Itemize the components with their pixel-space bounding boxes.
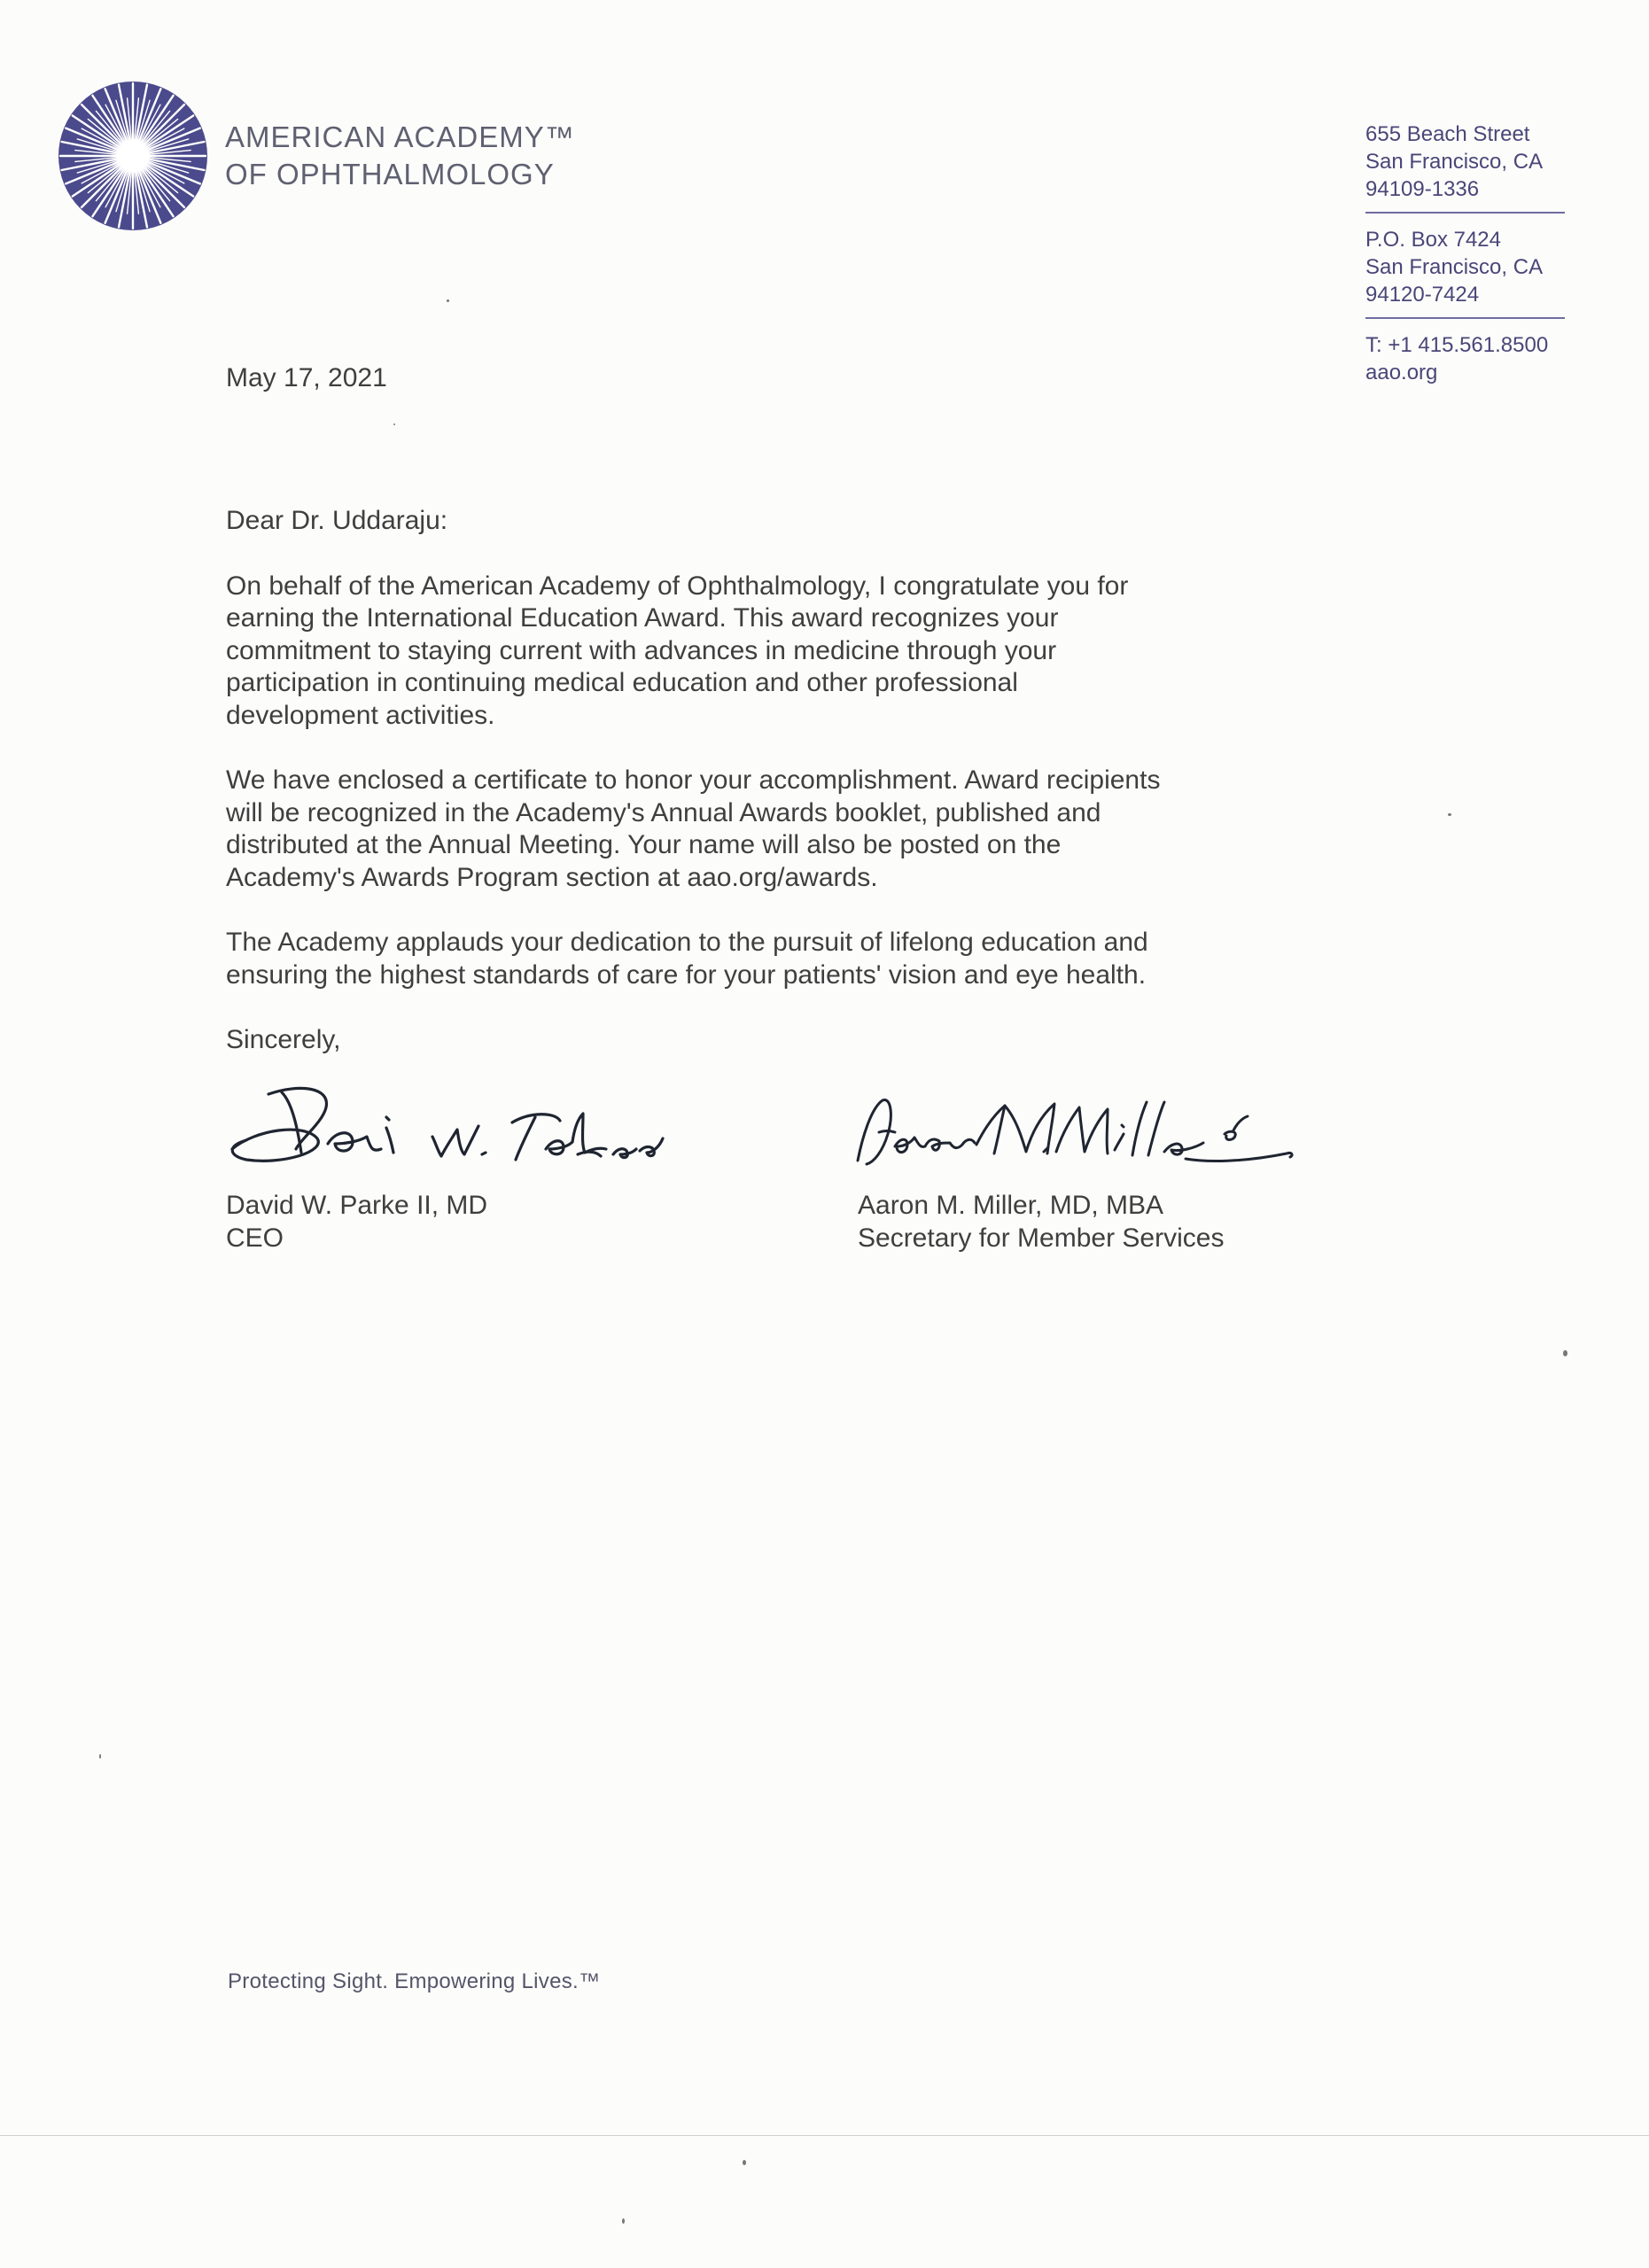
text-line: participation in continuing medical education and other professional [226,668,1018,697]
text-line: earning the International Education Award. This award recognizes your [226,603,1059,633]
address-line: San Francisco, CA [1365,150,1544,174]
text-line: commitment to staying current with advances in medicine through your [226,635,1057,665]
text-line: ensuring the highest standards of care for your patients' vision and eye health. [226,959,1147,990]
signer-name: David W. Parke II, MD [226,1191,488,1220]
po-box-address [1365,212,1565,317]
text-line: development activities. [226,700,495,730]
scan-speck [99,1754,101,1759]
scan-speck [1448,813,1451,816]
scan-speck [1563,1350,1567,1356]
footer-tagline: Protecting Sight. Empowering Lives.™ [228,1969,601,1993]
signer-block [858,1189,1224,1254]
body-paragraph [226,765,1378,894]
body-paragraph [226,571,1378,733]
letter-body [226,505,1378,1090]
contact-info [1365,317,1565,395]
closing: Sincerely, [226,1025,341,1054]
street-address [1365,120,1565,212]
handwritten-signature-icon [220,1068,681,1174]
text-line: distributed at the Annual Meeting. Your name will also be posted on the [226,830,1062,859]
organization-name-line: AMERICAN ACADEMY™ [225,120,575,153]
salutation: Dear Dr. Uddaraju: [226,506,448,535]
text-line: Academy's Awards Program section at aao.org/awards. [226,862,878,892]
scan-speck [743,2160,746,2165]
signer-block [226,1189,487,1254]
starburst-logo-icon [57,80,209,232]
scan-speck [622,2218,625,2224]
address-line: 94120-7424 [1365,283,1480,307]
address-line: San Francisco, CA [1365,255,1544,279]
signer-name: Aaron M. Miller, MD, MBA [858,1191,1164,1220]
text-line: We have enclosed a certificate to honor your accomplishment. Award recipients [226,765,1161,795]
organization-name-line: OF OPHTHALMOLOGY [225,158,555,190]
scan-speck [393,423,395,425]
address-block [1365,120,1565,395]
text-line: will be recognized in the Academy's Annual Awards booklet, published and [226,797,1101,827]
text-line: On behalf of the American Academy of Ophthalmology, I congratulate you for [226,571,1129,601]
scan-speck [447,299,449,302]
address-line: 655 Beach Street [1365,122,1530,146]
signer-title: Secretary for Member Services [858,1223,1225,1253]
organization-name [225,119,575,193]
website: aao.org [1365,361,1438,384]
address-line: P.O. Box 7424 [1365,228,1501,252]
handwritten-signature-icon [852,1081,1295,1178]
page-edge-divider [0,2135,1649,2136]
address-line: 94109-1336 [1365,177,1480,201]
letter-date: May 17, 2021 [226,363,387,392]
text-line: The Academy applauds your dedication to the pursuit of lifelong education and [226,928,1148,957]
body-paragraph [226,927,1378,991]
phone-number: T: +1 415.561.8500 [1365,333,1549,357]
signer-title: CEO [226,1223,284,1253]
